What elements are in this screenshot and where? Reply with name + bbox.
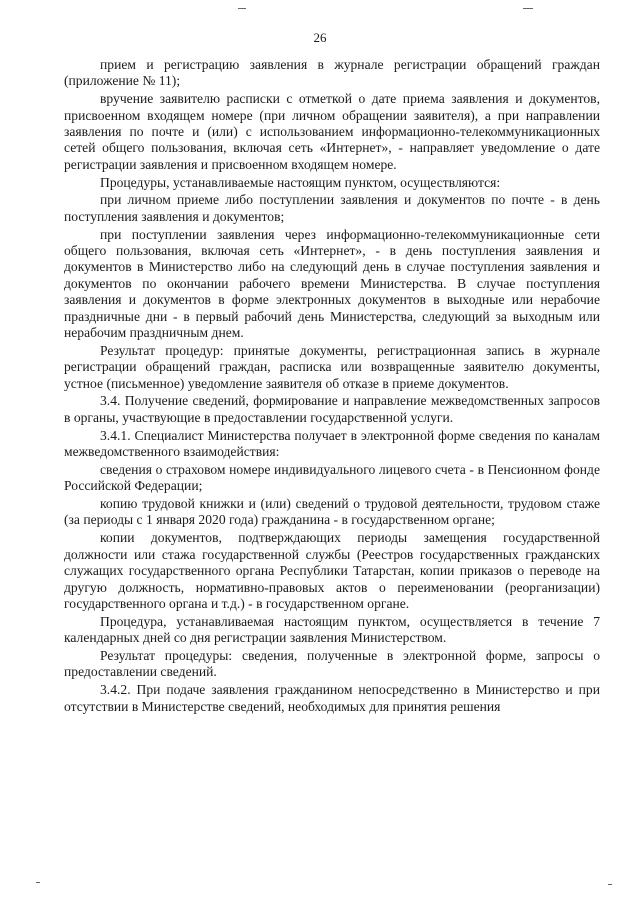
paragraph: Результат процедуры: сведения, полученные в электронной форме, запросы о предоставлении сведений. <box>64 647 600 680</box>
section-heading: 3.4. Получение сведений, формирование и направление межведомственных запросов в органы, участвующие в предоставлении государственной услуги. <box>64 393 600 425</box>
paragraph: сведения о страховом номере индивидуального лицевого счета - в Пенсионном фонде Российской Федерации; <box>64 461 600 494</box>
paragraph: при поступлении заявления через информационно-телекоммуникационные сети общего пользования, включая сеть «Интернет», - в день поступления заявления и документов в Министерство либо на следующий день в случае поступления заявления и документов по окончании рабочего времени Министерства. В случае поступления заявления и документов в форме электронных документов в выходные или нерабочие праздничные дни - в первый рабочий день Министерства, следующий за выходным или нерабочим праздничным днем. <box>64 226 600 341</box>
paragraph: копию трудовой книжки и (или) сведений о трудовой деятельности, трудовом стаже (за периоды с 1 января 2020 года) гражданина - в государственном органе; <box>64 496 600 528</box>
paragraph: Процедура, устанавливаемая настоящим пунктом, осуществляется в течение 7 календарных дней со дня регистрации заявления Министерством. <box>64 613 600 646</box>
paragraph: вручение заявителю расписки с отметкой о дате приема заявления и документов, присвоенном входящем номере (при личном обращении заявителя), а при направлении заявления по почте и (или) с использованием информационно-телекоммуникационных сетей общего пользования, включая сеть «Интернет», - направляет уведомление о дате регистрации заявления и присвоенном входящем номере. <box>64 91 600 172</box>
paragraph: Процедуры, устанавливаемые настоящим пунктом, осуществляются: <box>100 174 501 190</box>
paragraph: Результат процедур: принятые документы, регистрационная запись в журнале регистрации обращений граждан, расписка или возвращенные заявителю документы, устное (письменное) уведомление заявителя об отказе в приеме документов. <box>64 342 600 391</box>
paragraph: копии документов, подтверждающих периоды замещения государственной должности или стажа государственной службы (Реестров государственных гражданских служащих государственного органа Республики Татарстан, копии приказов о переводе на другую должность, нормативно-правовых актов о переименовании (реорганизации) государственного органа и т.д.) - в государственном органе. <box>64 530 600 611</box>
paragraph: прием и регистрацию заявления в журнале регистрации обращений граждан (приложение № 11); <box>64 57 600 89</box>
scan-mark-bottom-left <box>36 882 40 883</box>
paragraph: 3.4.2. При подаче заявления гражданином непосредственно в Министерство и при отсутствии в Министерстве сведений, необходимых для принятия решения <box>64 682 600 714</box>
scan-mark-bottom-right <box>608 884 612 885</box>
paragraph: 3.4.1. Специалист Министерства получает в электронной форме сведения по каналам межведомственного взаимодействия: <box>64 427 600 460</box>
scan-mark-top-right <box>523 8 533 9</box>
scan-mark-top-left <box>238 8 246 9</box>
page-number: 26 <box>313 30 327 45</box>
document-body <box>64 57 600 716</box>
paragraph: при личном приеме либо поступлении заявления и документов по почте - в день поступления заявления и документов; <box>64 192 600 224</box>
